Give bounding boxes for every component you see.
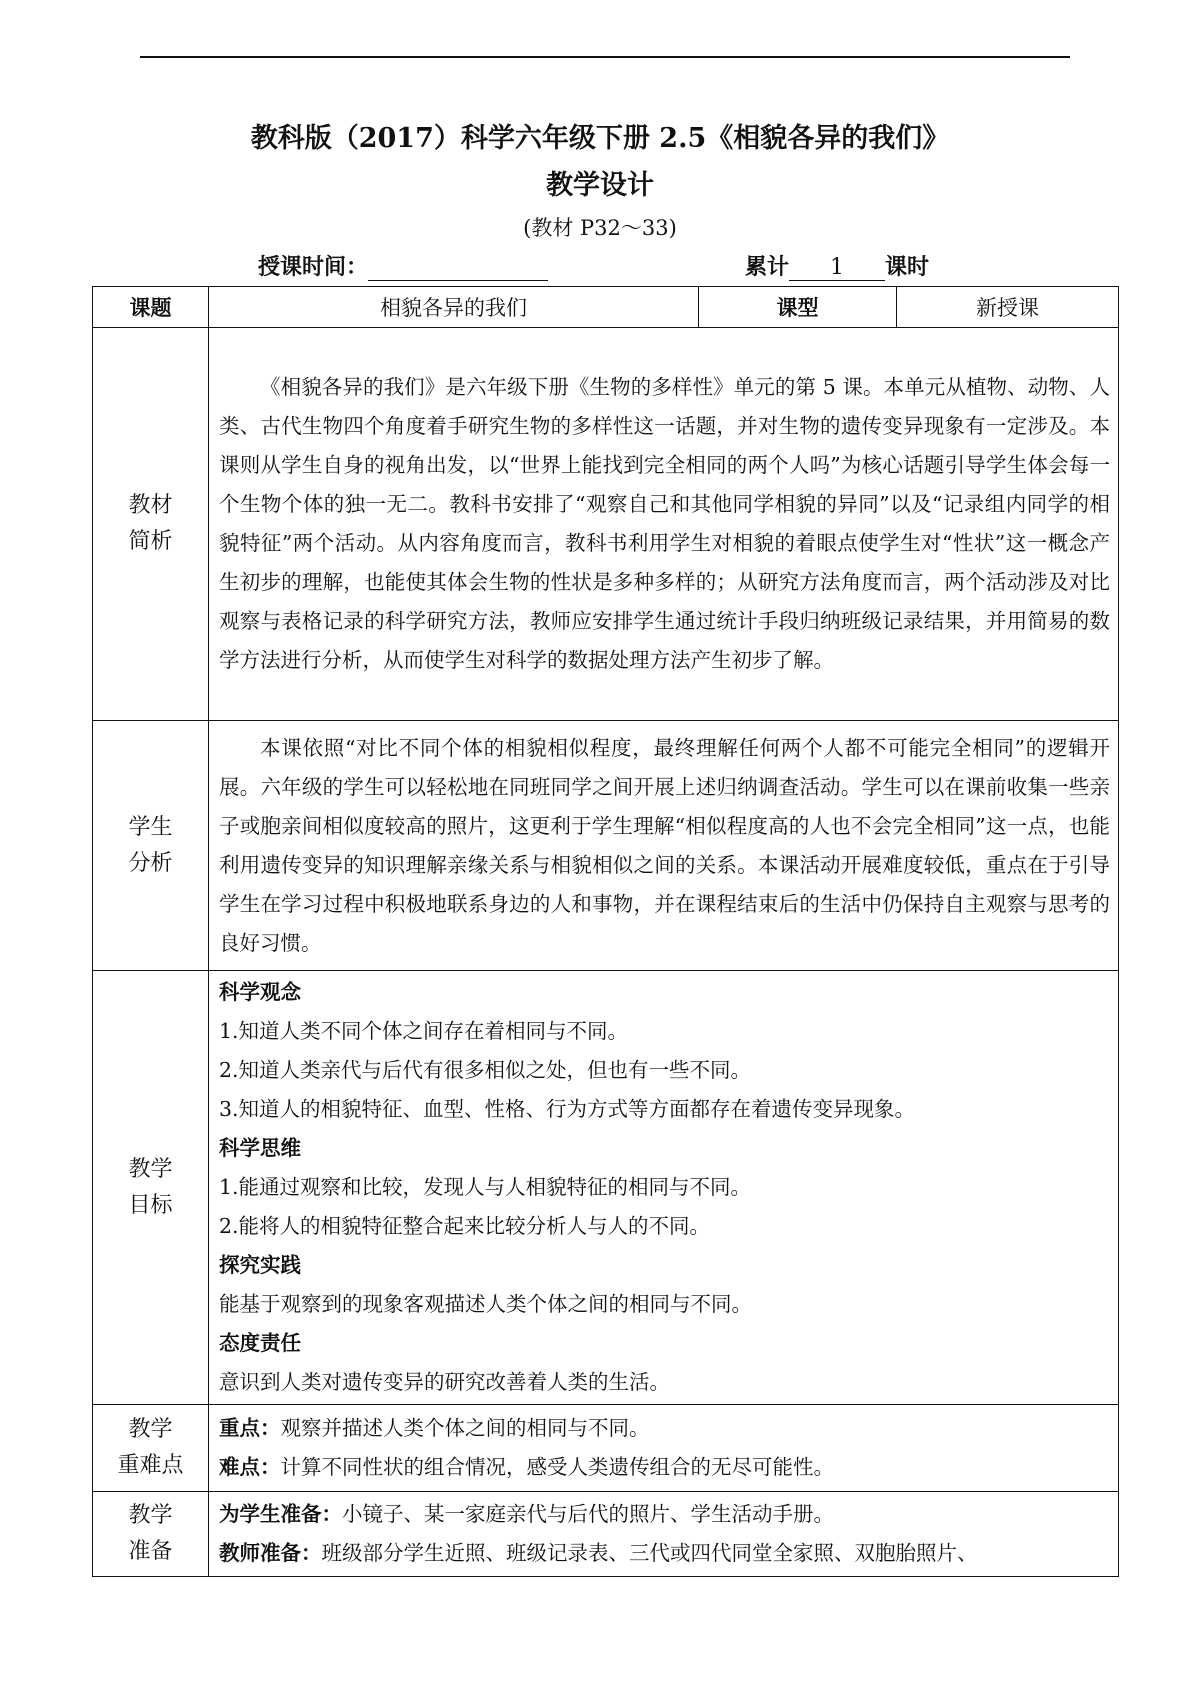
material-row: [93, 328, 1119, 721]
cumulative-lessons-field: [745, 250, 929, 281]
goal-heading-attitude: 态度责任: [219, 1331, 301, 1355]
document-subtitle: 教学设计: [546, 170, 654, 201]
goals-label: 教学 目标: [93, 971, 209, 1405]
goal-item: 1.知道人类不同个体之间存在着相同与不同。: [219, 1019, 629, 1043]
goal-item: 2.能将人的相貌特征整合起来比较分析人与人的不同。: [219, 1214, 711, 1238]
lesson-unit: 课时: [885, 254, 930, 280]
preparation-content: [209, 1492, 1119, 1577]
goal-item: 2.知道人类亲代与后代有很多相似之处，但也有一些不同。: [219, 1058, 752, 1082]
cumulative-value: 1: [789, 255, 885, 281]
document-title: 教科版（2017）科学六年级下册 2.5《相貌各异的我们》: [250, 123, 950, 154]
difficult-point: 难点：计算不同性状的组合情况，感受人类遗传组合的无尽可能性。: [219, 1455, 834, 1479]
key-points-row: [93, 1405, 1119, 1492]
material-label: 教材 简析: [93, 328, 209, 721]
key-point: 重点：观察并描述人类个体之间的相同与不同。: [219, 1416, 650, 1440]
student-row: [93, 721, 1119, 971]
goal-item: 能基于观察到的现象客观描述人类个体之间的相同与不同。: [219, 1292, 752, 1316]
goal-item: 意识到人类对遗传变异的研究改善着人类的生活。: [219, 1370, 670, 1394]
lesson-plan-table: [92, 286, 1119, 1577]
key-points-content: [209, 1405, 1119, 1492]
student-analysis-text: 本课依照“对比不同个体的相貌相似程度，最终理解任何两个人都不可能完全相同”的逻辑开展。六年级的学生可以轻松地在同班同学之间开展上述归纳调查活动。学生可以在课前收集一些亲子或胞亲间相似度较高的照片，这更利于学生理解“相似程度高的人也不会完全相同”这一点，也能利用遗传变异的知识理解亲缘关系与相貌相似之间的关系。本课活动开展难度较低，重点在于引导学生在学习过程中积极地联系身边的人和事物，并在课程结束后的生活中仍保持自主观察与思考的良好习惯。: [209, 721, 1119, 971]
topic-row: [93, 287, 1119, 328]
goals-row: [93, 971, 1119, 1405]
goal-heading-thinking: 科学思维: [219, 1136, 301, 1160]
class-time-field: [258, 250, 548, 281]
student-label: 学生 分析: [93, 721, 209, 971]
material-analysis-text: 《相貌各异的我们》是六年级下册《生物的多样性》单元的第 5 课。本单元从植物、动物、人类、古代生物四个角度着手研究生物的多样性这一话题，并对生物的遗传变异现象有一定涉及。本课则从学生自身的视角出发，以“世界上能找到完全相同的两个人吗”为核心话题引导学生体会每一个生物个体的独一无二。教科书安排了“观察自己和其他同学相貌的异同”以及“记录组内同学的相貌特征”两个活动。从内容角度而言，教科书利用学生对相貌的着眼点使学生对“性状”这一概念产生初步的理解，也能使其体会生物的性状是多种多样的；从研究方法角度而言，两个活动涉及对比观察与表格记录的科学研究方法，教师应安排学生通过统计手段归纳班级记录结果，并用简易的数学方法进行分析，从而使学生对科学的数据处理方法产生初步了解。: [209, 328, 1119, 721]
student-preparation: 为学生准备：小镜子、某一家庭亲代与后代的照片、学生活动手册。: [219, 1502, 834, 1526]
textbook-pages: (教材 P32～33): [523, 216, 677, 240]
topic-value: 相貌各异的我们: [209, 287, 699, 328]
type-value: 新授课: [897, 287, 1119, 328]
teaching-goals: [209, 971, 1119, 1405]
teacher-preparation: 教师准备：班级部分学生近照、班级记录表、三代或四代同堂全家照、双胞胎照片、: [219, 1541, 978, 1565]
goal-item: 3.知道人的相貌特征、血型、性格、行为方式等方面都存在着遗传变异现象。: [219, 1097, 916, 1121]
type-label: 课型: [699, 287, 897, 328]
goal-heading-practice: 探究实践: [219, 1253, 301, 1277]
cumulative-label: 累计: [745, 254, 790, 280]
goal-item: 1.能通过观察和比较，发现人与人相貌特征的相同与不同。: [219, 1175, 752, 1199]
class-time-value: [368, 255, 548, 281]
topic-label: 课题: [93, 287, 209, 328]
preparation-row: [93, 1492, 1119, 1577]
key-points-label: 教学 重难点: [93, 1405, 209, 1492]
goal-heading-concept: 科学观念: [219, 980, 301, 1004]
preparation-label: 教学 准备: [93, 1492, 209, 1577]
top-rule: [140, 56, 1070, 58]
class-time-label: 授课时间：: [258, 254, 369, 280]
